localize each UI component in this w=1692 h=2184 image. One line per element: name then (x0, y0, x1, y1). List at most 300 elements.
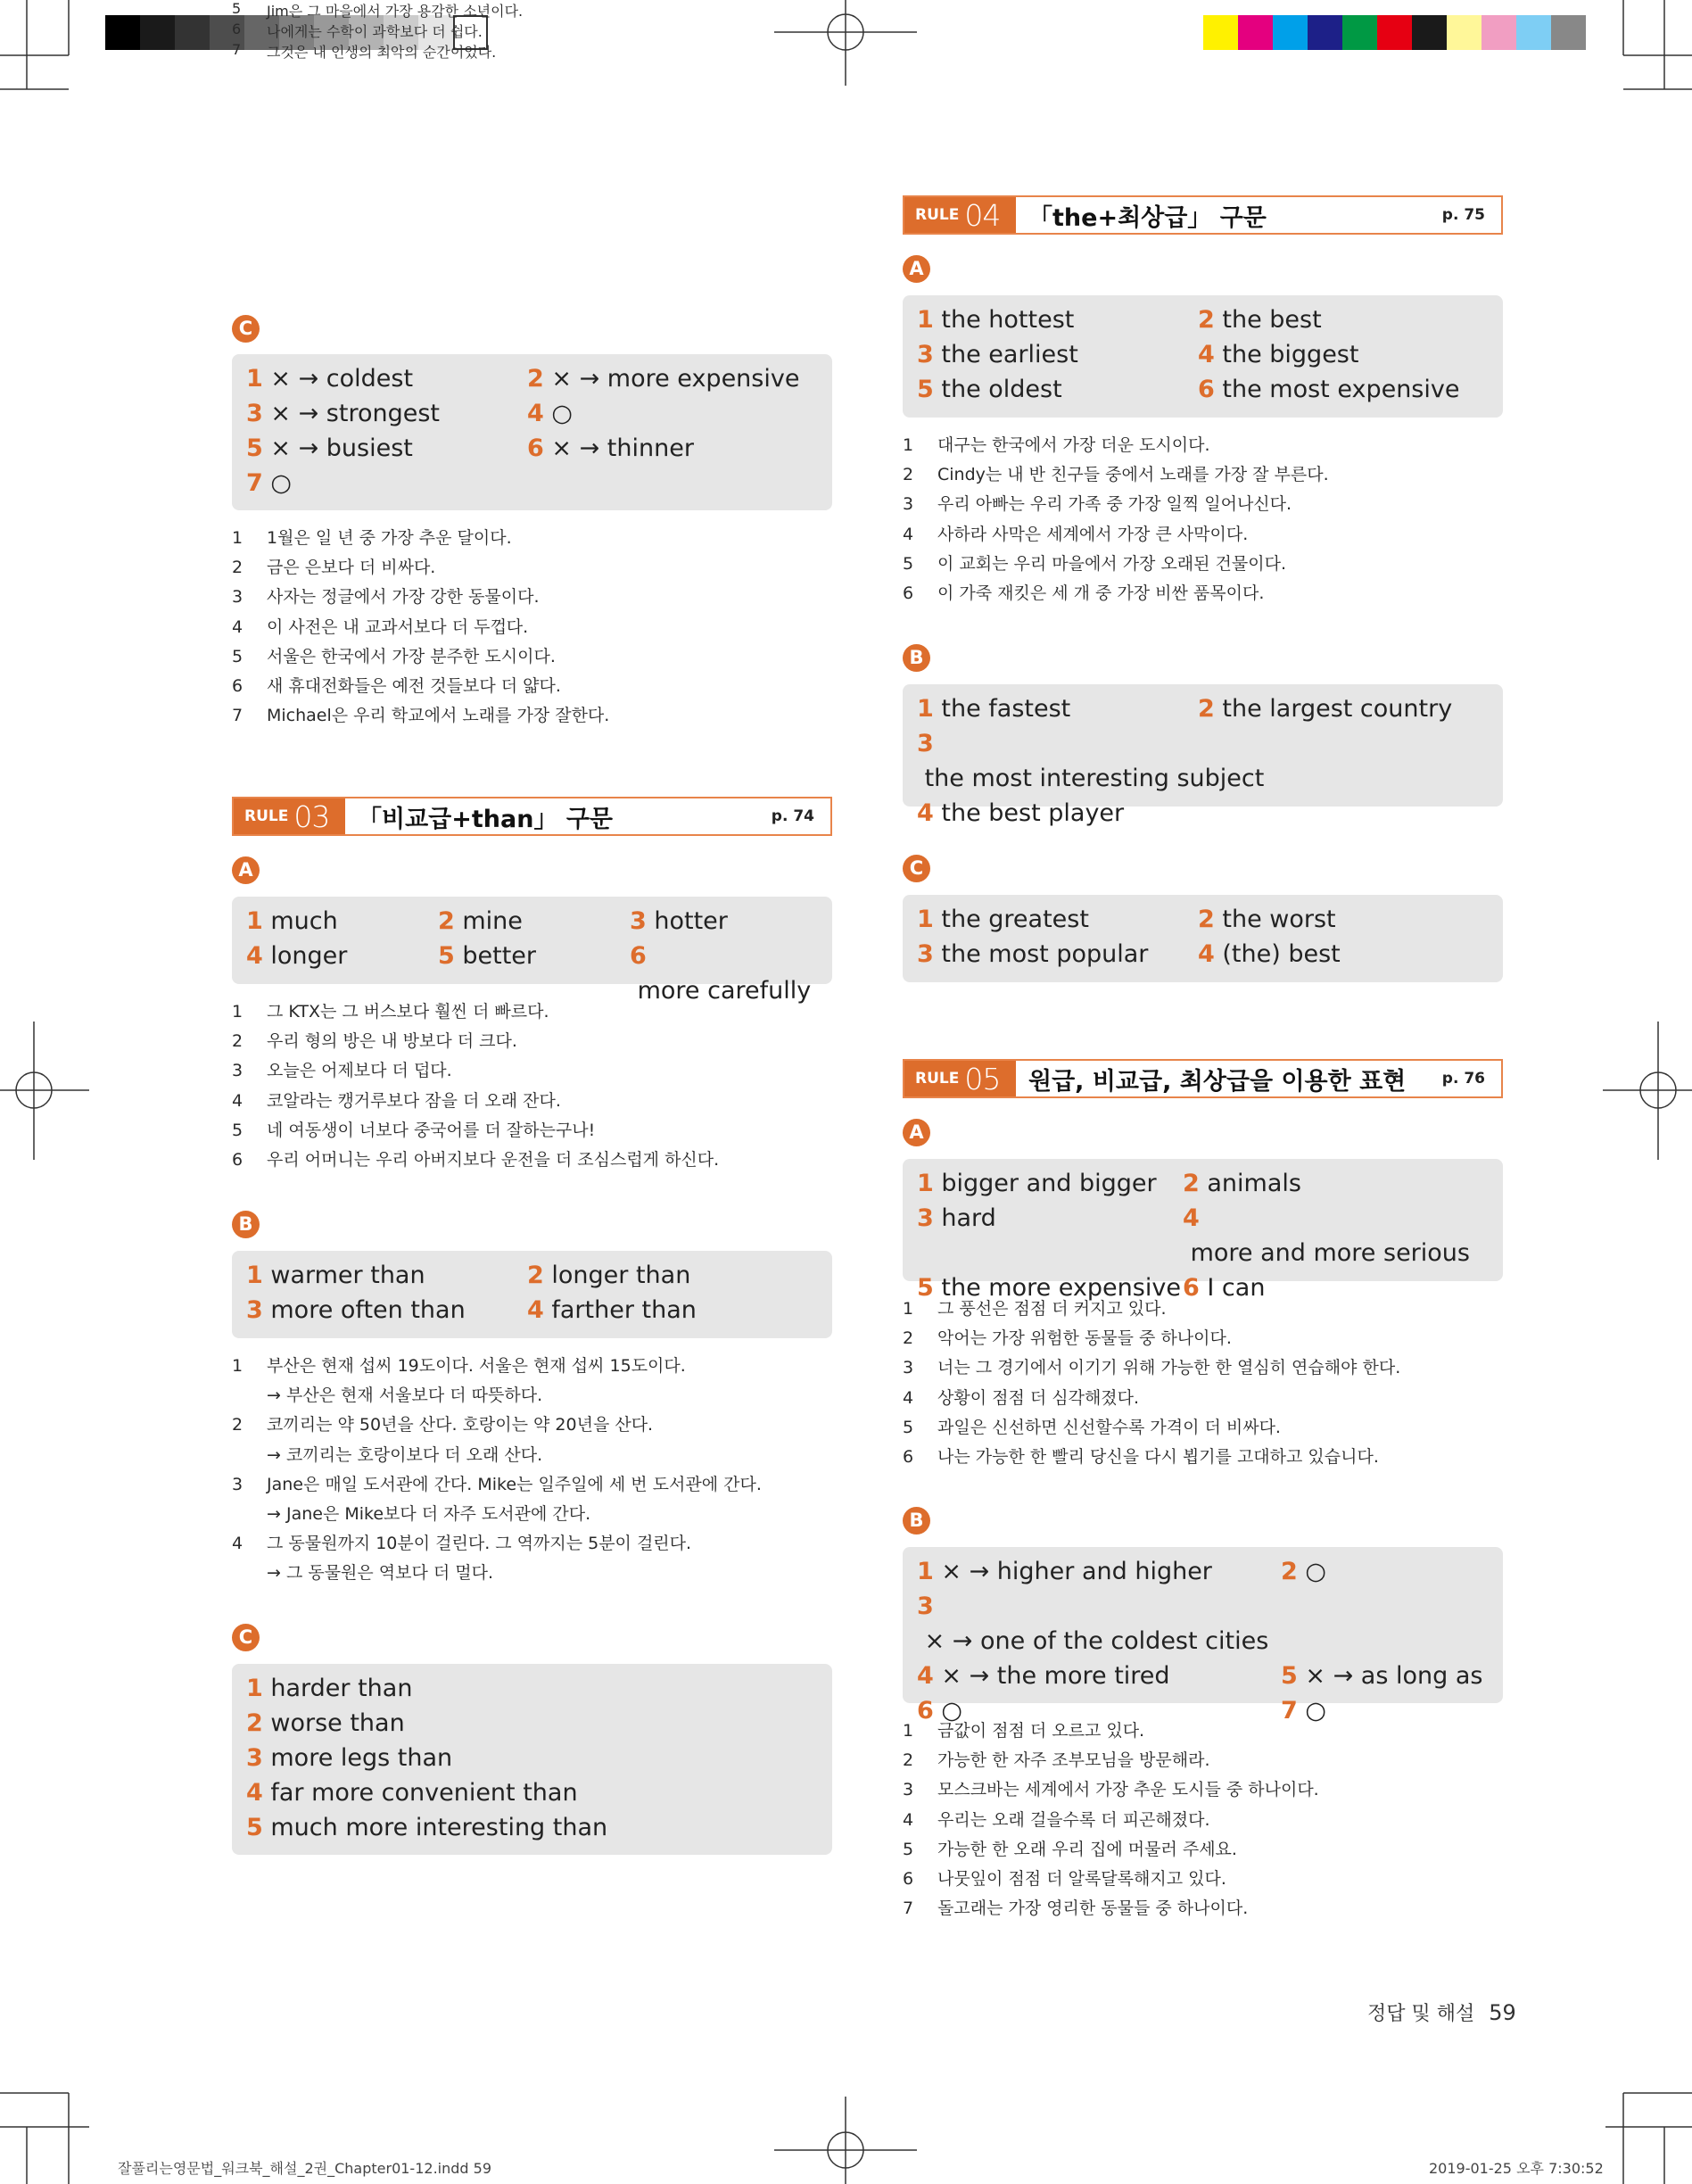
answer-number: 1 (246, 365, 263, 393)
page-number: 59 (1489, 2000, 1516, 2025)
answer-text: the most interesting subject (917, 765, 1265, 792)
item-text: 가능한 한 오래 우리 집에 머물러 주세요. (937, 1839, 1237, 1859)
item-text: 1월은 일 년 중 가장 추운 달이다. (267, 528, 512, 548)
answer-item (246, 1810, 781, 1845)
answer-number: 1 (917, 1558, 934, 1585)
answer-item (246, 1293, 527, 1328)
answer-number: 3 (917, 1204, 934, 1232)
answer-box-c (232, 354, 832, 510)
answer-item (1183, 1166, 1449, 1201)
item-text: 그 풍선은 점점 더 커지고 있다. (937, 1299, 1167, 1319)
answer-text: × → busiest (262, 434, 413, 462)
item-text: 그것은 내 인생의 최악의 순간이었다. (267, 44, 497, 61)
answer-number: 4 (1198, 940, 1215, 968)
list-item (232, 21, 832, 41)
answer-row (917, 796, 1489, 831)
answer-row (246, 1293, 818, 1328)
list-item (232, 1381, 832, 1410)
answer-number: 6 (527, 434, 544, 462)
answer-text: ○ (1297, 1697, 1326, 1725)
item-number: 6 (903, 583, 914, 604)
item-number: 6 (903, 1447, 914, 1468)
item-number: 3 (232, 1474, 243, 1494)
answer-row (917, 1554, 1489, 1589)
slug-file-name: 잘풀리는영문법_워크북_해설_2권_Chapter01-12.indd 59 (118, 2160, 491, 2177)
page-footer (1367, 1998, 1516, 2026)
item-text: 상황이 점점 더 심각해졌다. (937, 1387, 1140, 1408)
color-swatch (1273, 15, 1308, 50)
item-number: 2 (232, 1031, 243, 1052)
item-number: 5 (903, 553, 914, 574)
item-text: 우리 아빠는 우리 가족 중 가장 일찍 일어나신다. (937, 494, 1292, 515)
answer-text: worse than (262, 1709, 405, 1737)
answer-row (246, 1775, 818, 1810)
answer-item (917, 1659, 1281, 1693)
list-item (903, 1775, 1503, 1805)
answer-text: the hottest (933, 306, 1075, 334)
list-item (903, 1413, 1503, 1443)
item-text: 대구는 한국에서 가장 더운 도시이다. (937, 435, 1210, 455)
answer-item (527, 396, 808, 431)
answer-item (527, 361, 808, 396)
section-label: 정답 및 해설 (1367, 2003, 1475, 2025)
answer-text: much more interesting than (262, 1814, 608, 1841)
answer-item (1198, 302, 1479, 337)
item-number: 3 (903, 494, 914, 515)
answer-item (438, 904, 630, 939)
answer-item (917, 902, 1198, 937)
answer-number: 2 (438, 907, 455, 935)
answer-item (917, 337, 1198, 372)
item-text: 악어는 가장 위험한 동물들 중 하나이다. (937, 1328, 1232, 1349)
color-swatch (1447, 15, 1482, 50)
answer-text: × → strongest (262, 400, 440, 427)
answer-text: more legs than (262, 1744, 453, 1772)
answer-text: more and more serious (1183, 1239, 1470, 1267)
list-item (232, 41, 832, 62)
list-item (903, 460, 1503, 490)
answer-text: × → higher and higher (933, 1558, 1212, 1585)
answer-item (1183, 1201, 1470, 1270)
item-number: 7 (903, 1899, 914, 1919)
rule-page-ref: p. 75 (1441, 206, 1485, 224)
item-text: 금은 은보다 더 비싸다. (267, 558, 436, 578)
answer-text: farther than (543, 1296, 697, 1324)
item-text: 부산은 현재 섭씨 19도이다. 서울은 현재 섭씨 15도이다. (267, 1356, 686, 1376)
answer-text: ○ (1297, 1558, 1326, 1585)
answer-number: 5 (246, 434, 263, 462)
answer-item (917, 796, 1198, 831)
list-item (903, 1353, 1503, 1383)
list-item (903, 1384, 1503, 1413)
answer-box-b (903, 1547, 1503, 1725)
translation-list (903, 1295, 1503, 1472)
item-number: 5 (232, 1120, 243, 1140)
item-number (232, 1500, 267, 1529)
answer-item (917, 937, 1198, 972)
item-text: 가능한 한 자주 조부모님을 방문해라. (937, 1750, 1210, 1771)
answer-text: the most expensive (1214, 376, 1460, 403)
item-number: 6 (232, 676, 243, 697)
answer-number: 1 (917, 306, 934, 334)
answer-text: the fastest (933, 695, 1071, 723)
answer-number: 3 (630, 907, 647, 935)
translation-list (232, 524, 832, 731)
translation-list (903, 431, 1503, 608)
answer-text: the oldest (933, 376, 1062, 403)
answer-text: × → more expensive (543, 365, 800, 393)
list-item (232, 997, 832, 1027)
exercise-b-letter: B (903, 644, 1503, 672)
translation-list (903, 1717, 1503, 1923)
answer-text: warmer than (262, 1262, 425, 1289)
item-text: 너는 그 경기에서 이기기 위해 가능한 한 열심히 연습해야 한다. (937, 1358, 1401, 1378)
list-item (232, 613, 832, 642)
item-text: Jane은 매일 도서관에 간다. Mike는 일주일에 세 번 도서관에 간다. (267, 1474, 762, 1494)
item-text: 그 동물원까지 10분이 걸린다. 그 역까지는 5분이 걸린다. (267, 1534, 692, 1554)
answer-item (246, 396, 527, 431)
item-text: 나는 가능한 한 빨리 당신을 다시 뵙기를 고대하고 있습니다. (937, 1447, 1379, 1468)
answer-text: mine (454, 907, 523, 935)
color-swatch (175, 15, 210, 50)
list-item (903, 1806, 1503, 1835)
item-text: 모스크바는 세계에서 가장 추운 도시들 중 하나이다. (937, 1780, 1319, 1800)
list-item (232, 1056, 832, 1086)
item-number: 5 (903, 1839, 914, 1859)
color-swatch (140, 15, 175, 50)
answer-item (246, 1741, 781, 1775)
item-number: 4 (903, 524, 914, 544)
list-item (903, 1894, 1503, 1923)
answer-number: 4 (1183, 1204, 1200, 1232)
item-text: 나뭇잎이 점점 더 알록달록해지고 있다. (937, 1869, 1226, 1890)
answer-item (630, 904, 821, 939)
rule-page-ref: p. 76 (1441, 1070, 1485, 1088)
answer-box-a (903, 295, 1503, 418)
rule-05-header: RULE 05 원급, 비교급, 최상급을 이용한 표현 p. 76 (903, 1059, 1503, 1098)
answer-number: 3 (246, 1744, 263, 1772)
item-text: 나에게는 수학이 과학보다 더 쉽다. (267, 23, 483, 40)
item-text: 네 여동생이 너보다 중국어를 더 잘하는구나! (267, 1120, 596, 1140)
answer-text: (the) best (1214, 940, 1341, 968)
item-number: 5 (903, 1417, 914, 1437)
answer-number: 2 (1198, 306, 1215, 334)
list-item (232, 553, 832, 583)
item-number: 4 (232, 1090, 243, 1111)
item-number: 1 (903, 435, 914, 455)
rule-03-header: RULE 03 「비교급+than」 구문 p. 74 (232, 797, 832, 836)
item-number: 4 (232, 1534, 243, 1554)
item-number: 4 (903, 1809, 914, 1830)
answer-number: 5 (438, 942, 455, 970)
answer-item (246, 466, 527, 500)
answer-text: ○ (933, 1697, 962, 1725)
answer-number: 3 (917, 341, 934, 368)
item-number: 3 (232, 1061, 243, 1081)
answer-item (917, 1589, 1281, 1659)
item-number: 7 (232, 706, 243, 726)
list-item (232, 1027, 832, 1056)
item-number: 3 (903, 1780, 914, 1800)
answer-text: the worst (1214, 906, 1336, 933)
answer-text: the greatest (933, 906, 1089, 933)
color-swatch (1203, 15, 1238, 50)
answer-number: 3 (917, 940, 934, 968)
answer-row (917, 1201, 1489, 1270)
answer-item (246, 1671, 781, 1706)
color-swatch (1551, 15, 1586, 50)
answer-number: 3 (917, 730, 934, 757)
answer-text: hard (933, 1204, 996, 1232)
item-text: Cindy는 내 반 친구들 중에서 노래를 가장 잘 부른다. (937, 465, 1329, 485)
answer-number: 2 (527, 1262, 544, 1289)
answer-number: 2 (246, 1709, 263, 1737)
list-item (232, 1410, 832, 1440)
answer-number: 2 (1198, 906, 1215, 933)
answer-text: the best player (933, 799, 1125, 827)
item-text: → Jane은 Mike보다 더 자주 도서관에 간다. (267, 1504, 591, 1525)
answer-row (246, 1706, 818, 1741)
answer-item (246, 1258, 527, 1293)
answer-number: 4 (246, 942, 263, 970)
answer-row (917, 726, 1489, 796)
answer-text: harder than (262, 1675, 413, 1702)
answer-text: better (454, 942, 537, 970)
list-item (903, 1865, 1503, 1894)
list-item (903, 1746, 1503, 1775)
item-text: 사하라 사막은 세계에서 가장 큰 사막이다. (937, 524, 1249, 544)
item-number: 1 (903, 1299, 914, 1319)
answer-number: 5 (917, 376, 934, 403)
answer-item (917, 1166, 1183, 1201)
left-column (232, 0, 832, 1841)
translation-list (232, 1352, 832, 1589)
answer-number: 7 (246, 469, 263, 497)
translation-list (232, 0, 832, 62)
exercise-b-letter: B (232, 1211, 832, 1238)
item-text: → 코끼리는 호랑이보다 더 오래 산다. (267, 1444, 543, 1465)
answer-text: the earliest (933, 341, 1078, 368)
answer-number: 6 (1198, 376, 1215, 403)
answer-text: much (262, 907, 338, 935)
answer-text: × → one of the coldest cities (917, 1627, 1269, 1655)
answer-number: 1 (917, 1170, 934, 1197)
answer-number: 7 (1281, 1697, 1298, 1725)
rule-title: 원급, 비교급, 최상급을 이용한 표현 (1028, 1067, 1407, 1096)
item-text: 이 교회는 우리 마을에서 가장 오래된 건물이다. (937, 553, 1287, 574)
list-item (903, 1835, 1503, 1865)
exercise-c-letter: C (232, 315, 832, 343)
color-swatch (1377, 15, 1412, 50)
answer-text: the largest country (1214, 695, 1453, 723)
answer-row (917, 902, 1489, 937)
answer-text: I can (1199, 1274, 1266, 1302)
answer-number: 1 (917, 906, 934, 933)
answer-item (1198, 337, 1479, 372)
list-item (232, 1470, 832, 1500)
answer-number: 5 (917, 1274, 934, 1302)
answer-text: more often than (262, 1296, 466, 1324)
item-number: 6 (232, 21, 242, 37)
color-swatch (1412, 15, 1447, 50)
answer-number: 1 (246, 1675, 263, 1702)
answer-number: 4 (527, 400, 544, 427)
answer-row (246, 396, 818, 431)
answer-number: 5 (1281, 1662, 1298, 1690)
answer-text: more carefully (630, 977, 812, 1005)
item-text: 그 KTX는 그 버스보다 훨씬 더 빠르다. (267, 1002, 549, 1022)
rule-title: 「비교급+than」 구문 (358, 805, 614, 833)
list-item (903, 1717, 1503, 1746)
answer-row (246, 904, 818, 939)
list-item (903, 1324, 1503, 1353)
answer-box-a (903, 1159, 1503, 1302)
answer-number: 4 (246, 1779, 263, 1807)
answer-text: bigger and bigger (933, 1170, 1157, 1197)
answer-row (917, 372, 1489, 407)
item-text: Michael은 우리 학교에서 노래를 가장 잘한다. (267, 706, 610, 726)
answer-item (1281, 1659, 1645, 1693)
answer-text: animals (1199, 1170, 1301, 1197)
answer-number: 6 (917, 1697, 934, 1725)
color-swatch (1342, 15, 1377, 50)
list-item (903, 1295, 1503, 1324)
answer-number: 6 (630, 942, 647, 970)
item-number: 4 (232, 616, 243, 637)
item-text: 과일은 신선하면 신선할수록 가격이 더 비싸다. (937, 1417, 1281, 1437)
answer-row (917, 937, 1489, 972)
exercise-b-letter: B (903, 1507, 1503, 1535)
answer-item (1281, 1554, 1645, 1589)
item-number (232, 1559, 267, 1588)
item-number: 2 (903, 1750, 914, 1771)
answer-text: far more convenient than (262, 1779, 578, 1807)
item-text: 서울은 한국에서 가장 분주한 도시이다. (267, 646, 556, 666)
answer-text: × → the more tired (933, 1662, 1170, 1690)
list-item (232, 1352, 832, 1381)
answer-number: 3 (246, 400, 263, 427)
item-text: 돌고래는 가장 영리한 동물들 중 하나이다. (937, 1899, 1249, 1919)
item-text: 사자는 정글에서 가장 강한 동물이다. (267, 587, 540, 608)
list-item (232, 1559, 832, 1588)
color-swatch (105, 15, 140, 50)
answer-number: 2 (1198, 695, 1215, 723)
list-item (903, 490, 1503, 519)
list-item (903, 550, 1503, 579)
answer-item (917, 691, 1198, 726)
item-number: 5 (232, 646, 243, 666)
item-number: 6 (903, 1869, 914, 1890)
answer-number: 2 (1183, 1170, 1200, 1197)
answer-item (1198, 902, 1479, 937)
answer-number: 1 (246, 1262, 263, 1289)
answer-box-c (232, 1664, 832, 1855)
answer-text: hotter (646, 907, 728, 935)
item-number: 1 (903, 1721, 914, 1741)
answer-text: longer (262, 942, 348, 970)
list-item (903, 579, 1503, 608)
answer-item (527, 1293, 808, 1328)
answer-text: × → as long as (1297, 1662, 1483, 1690)
item-number: 6 (232, 1150, 243, 1171)
answer-row (917, 1166, 1489, 1201)
answer-item (246, 431, 527, 466)
item-text: 이 사전은 내 교과서보다 더 두껍다. (267, 616, 529, 637)
answer-box-b (903, 684, 1503, 827)
exercise-a-letter: A (903, 255, 1503, 283)
answer-item (246, 361, 527, 396)
color-swatch (1308, 15, 1342, 50)
answer-item (527, 1258, 808, 1293)
answer-item (246, 1775, 781, 1810)
list-item (232, 1146, 832, 1175)
list-item (903, 1443, 1503, 1472)
answer-number: 4 (917, 1662, 934, 1690)
item-number: 2 (903, 465, 914, 485)
item-number: 1 (232, 528, 243, 548)
answer-text: ○ (262, 469, 292, 497)
list-item (232, 1087, 832, 1116)
answer-row (917, 1659, 1489, 1693)
item-text: → 그 동물원은 역보다 더 멀다. (267, 1563, 494, 1584)
answer-item (1198, 372, 1479, 407)
item-number: 3 (232, 587, 243, 608)
item-text: 우리는 오래 걸을수록 더 피곤해졌다. (937, 1809, 1210, 1830)
list-item (232, 1500, 832, 1529)
list-item (232, 701, 832, 731)
answer-number: 1 (246, 907, 263, 935)
answer-number: 5 (246, 1814, 263, 1841)
item-text: 오늘은 어제보다 더 덥다. (267, 1061, 452, 1081)
item-number: 5 (232, 0, 242, 17)
rule-title: 「the+최상급」 구문 (1028, 203, 1267, 232)
answer-item (527, 431, 808, 466)
answer-number: 6 (1183, 1274, 1200, 1302)
answer-item (917, 372, 1198, 407)
item-text: 금값이 점점 더 오르고 있다. (937, 1721, 1145, 1741)
answer-text: the best (1214, 306, 1322, 334)
answer-text: × → thinner (543, 434, 694, 462)
answer-box-c (903, 895, 1503, 982)
answer-item (917, 302, 1198, 337)
answer-row (917, 302, 1489, 337)
answer-text: the most popular (933, 940, 1149, 968)
color-swatch (1516, 15, 1551, 50)
rule-page-ref: p. 74 (771, 807, 814, 825)
item-text: 새 휴대전화들은 예전 것들보다 더 얇다. (267, 676, 561, 697)
item-text: 우리 형의 방은 내 방보다 더 크다. (267, 1031, 517, 1052)
answer-row (246, 1741, 818, 1775)
slug-timestamp: 2019-01-25 오후 7:30:52 (1429, 2160, 1604, 2177)
answer-number: 1 (917, 695, 934, 723)
answer-row (246, 361, 818, 396)
answer-box-a (232, 897, 832, 1005)
list-item (232, 583, 832, 612)
answer-row (917, 1589, 1489, 1659)
answer-number: 2 (527, 365, 544, 393)
answer-item (917, 1554, 1281, 1589)
answer-row (246, 1671, 818, 1706)
answer-number: 4 (1198, 341, 1215, 368)
answer-item (246, 1706, 781, 1741)
exercise-a-letter: A (903, 1119, 1503, 1146)
item-text: 우리 어머니는 우리 아버지보다 운전을 더 조심스럽게 하신다. (267, 1150, 720, 1171)
answer-box-b (232, 1251, 832, 1338)
item-text: 이 가죽 재킷은 세 개 중 가장 비싼 품목이다. (937, 583, 1265, 604)
answer-number: 3 (917, 1592, 934, 1620)
list-item (232, 0, 832, 21)
item-number: 1 (232, 1002, 243, 1022)
